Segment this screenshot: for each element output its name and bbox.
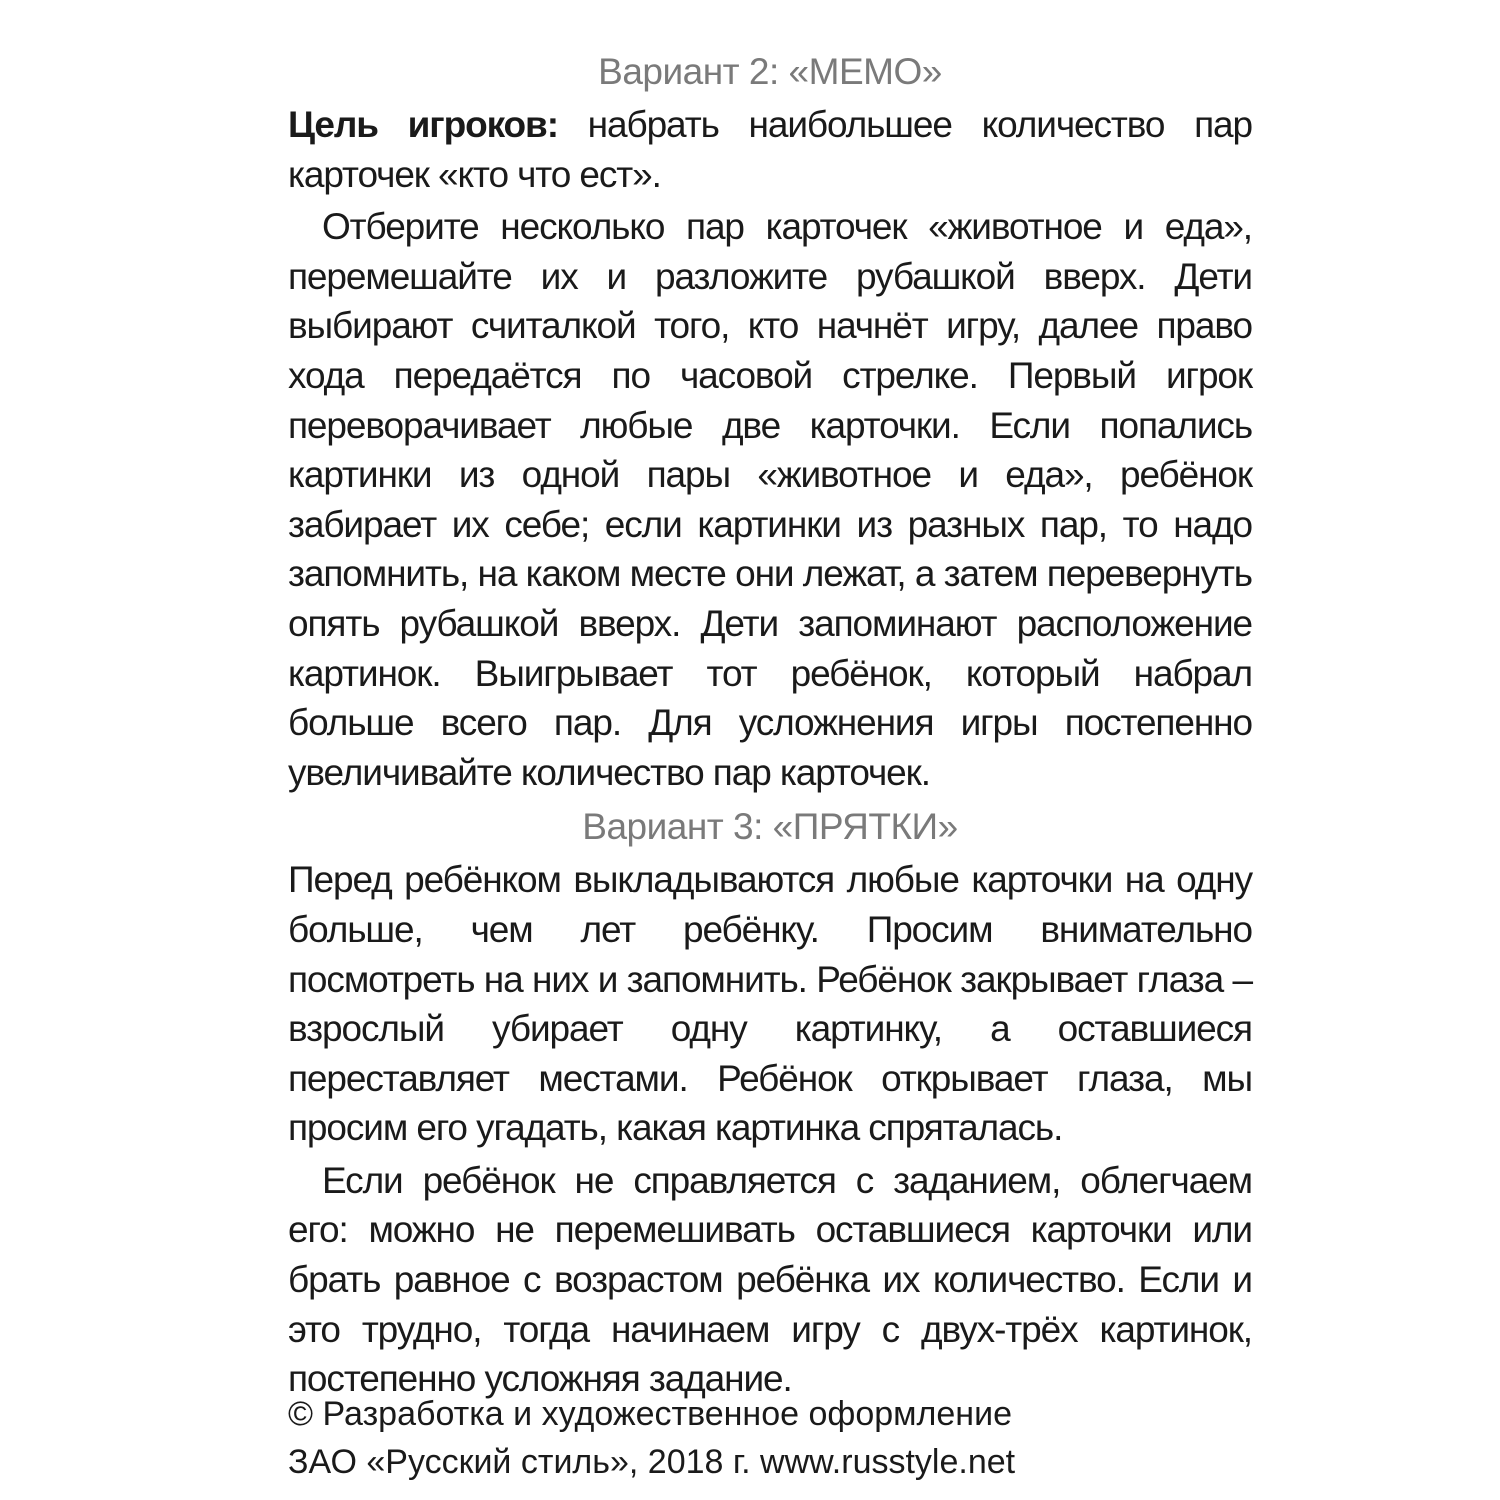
variant-2-goal <box>288 100 1252 199</box>
publisher-line: ЗАО «Русский стиль», 2018 г. www.russtyle.net <box>288 1443 1016 1481</box>
copyright-footer <box>288 1390 1188 1486</box>
variant-2-title: Вариант 2: «МЕМО» <box>598 51 942 92</box>
variant-3-rules: Перед ребёнком выкладываются любые карточки на одну больше, чем лет ребёнку. Просим внимательно посмотреть на них и запомнить. Ребёнок закрывает глаза – взрослый убирает одну картинку, а оставшиеся переставляет местами. Ребёнок открывает глаза, мы просим его угадать, какая картинка спряталась. <box>288 859 1252 1149</box>
goal-label: Цель игроков: <box>288 104 558 145</box>
goal-text: набрать наибольшее количество пар карточек «кто что ест». <box>288 104 1252 195</box>
variant-3-title: Вариант 3: «ПРЯТКИ» <box>582 806 958 848</box>
variant-3-easier: Если ребёнок не справляется с заданием, облегчаем его: можно не перемешивать оставшиеся карточки или брать равное с возрастом ребёнка их количество. Если и это трудно, тогда начинаем игру с двух-трёх картинок, постепенно усложняя задание. <box>288 1159 1252 1400</box>
variant-2-rules: Отберите несколько пар карточек «животное и еда», перемешайте их и разложите рубашкой вверх. Дети выбирают считалкой того, кто начнёт игру, далее право хода передаётся по часовой стрелке. Первый игрок переворачивает любые две карточки. Если попались картинки из одной пары «животное и еда», ребёнок забирает их себе; если картинки из разных пар, то надо запомнить, на каком месте они лежат, а затем перевернуть опять рубашкой вверх. Дети запоминают расположение картинок. Выигрывает тот ребёнок, который набрал больше всего пар. Для усложнения игры постепенно увеличивайте количество пар карточек. <box>288 206 1252 793</box>
copyright-line: © Разработка и художественное оформление <box>288 1395 1012 1433</box>
instruction-page <box>288 44 1252 1404</box>
